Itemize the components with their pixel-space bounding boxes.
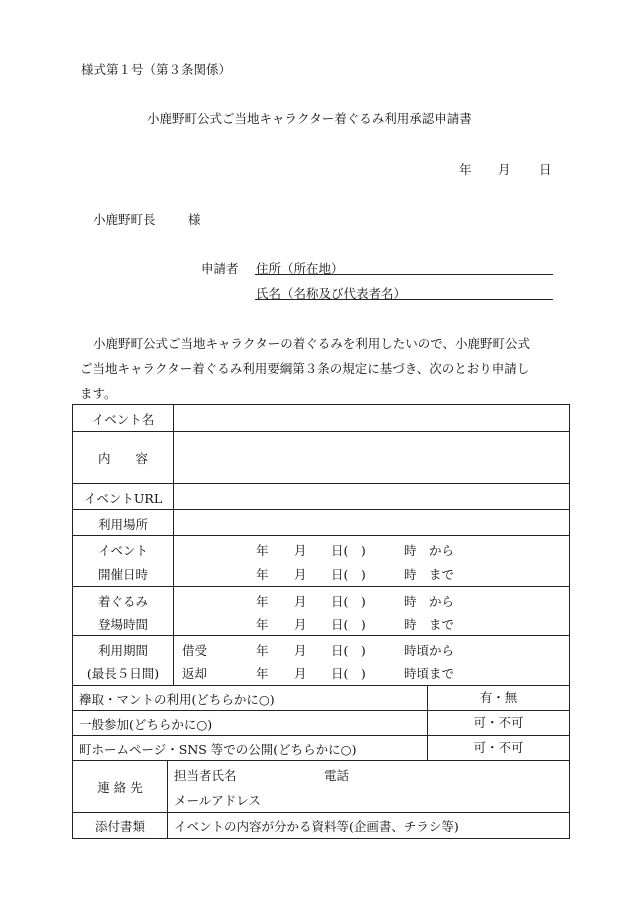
event-date-label-1: イベント (97, 543, 148, 558)
period-return-month: 月 (294, 666, 307, 681)
applicant-name-label: 氏名（名称及び代表者名） (256, 286, 407, 301)
public-participation-label: 一般参加(どちらかに○) (79, 717, 213, 732)
event-end-day: 日( ) (331, 567, 366, 582)
contact-phone-label: 電話 (324, 768, 350, 783)
applicant-address-label: 住所（所在地） (256, 261, 344, 276)
row-public-participation (73, 711, 569, 736)
attachments-value: イベントの内容が分かる資料等(企画書、チラシ等) (174, 819, 459, 834)
intro-line-1: 小鹿野町公式ご当地キャラクターの着ぐるみを利用したいので、小鹿野町公式 (93, 336, 531, 351)
intro-line-3: ます。 (80, 386, 117, 401)
web-publication-label: 町ホームページ・SNS 等での公開(どちらかに○) (79, 742, 357, 757)
event-end-until: まで (429, 567, 455, 582)
appear-start-month: 月 (294, 594, 307, 609)
date-month-label: 月 (498, 162, 511, 177)
appear-end-hour: 時 (404, 617, 417, 632)
addressee-name: 小鹿野町長 (93, 212, 156, 227)
period-borrow-day: 日( ) (331, 643, 366, 658)
event-name-field[interactable] (174, 405, 569, 431)
contact-email-label: メールアドレス (174, 793, 261, 808)
applicant-label: 申請者 (201, 261, 239, 276)
row-contact (73, 761, 569, 813)
web-publication-options[interactable]: 可・不可 (473, 740, 524, 755)
appear-start-from: から (429, 594, 455, 609)
content-field[interactable] (174, 432, 569, 483)
row-sash (73, 686, 569, 711)
row-content (73, 432, 569, 484)
event-date-field[interactable] (174, 536, 569, 586)
period-borrow-year: 年 (256, 643, 269, 658)
period-borrow-from: 時頃から (404, 643, 455, 658)
event-start-hour: 時 (404, 543, 417, 558)
event-name-label: イベント名 (91, 412, 155, 427)
contact-person-label: 担当者氏名 (174, 768, 237, 783)
event-start-year: 年 (256, 543, 269, 558)
appear-start-year: 年 (256, 594, 269, 609)
appear-end-month: 月 (294, 617, 307, 632)
period-label-2: (最長５日間) (86, 666, 160, 681)
appearance-label-1: 着ぐるみ (97, 594, 148, 609)
contact-label: 連 絡 先 (97, 780, 143, 795)
event-end-year: 年 (256, 567, 269, 582)
document-title: 小鹿野町公式ご当地キャラクター着ぐるみ利用承認申請書 (147, 111, 472, 126)
period-return-label: 返却 (182, 666, 208, 681)
sash-label: 襷取・マントの利用(どちらかに○) (79, 692, 275, 707)
row-event-date (73, 536, 569, 587)
name-underline[interactable] (255, 299, 553, 300)
addressee-honorific: 様 (188, 212, 201, 227)
date-year-label: 年 (459, 162, 472, 177)
venue-field[interactable] (174, 510, 569, 535)
venue-label: 利用場所 (97, 517, 148, 532)
appearance-label-2: 登場時間 (97, 617, 148, 632)
content-label: 内 容 (97, 451, 148, 466)
period-borrow-month: 月 (294, 643, 307, 658)
contact-field[interactable] (168, 761, 569, 812)
appear-start-day: 日( ) (331, 594, 366, 609)
period-borrow-label: 借受 (182, 643, 208, 658)
row-appearance (73, 587, 569, 636)
sash-options[interactable]: 有・無 (479, 690, 518, 705)
period-label-1: 利用期間 (97, 643, 148, 658)
event-url-field[interactable] (174, 484, 569, 509)
appear-end-until: まで (429, 617, 455, 632)
event-end-hour: 時 (404, 567, 417, 582)
appear-end-day: 日( ) (331, 617, 366, 632)
row-event-url (73, 484, 569, 510)
address-underline[interactable] (255, 274, 553, 275)
event-url-label: イベントURL (83, 491, 163, 506)
appear-end-year: 年 (256, 617, 269, 632)
event-start-from: から (429, 543, 455, 558)
date-day-label: 日 (539, 162, 552, 177)
period-return-until: 時頃まで (404, 666, 455, 681)
period-field[interactable] (174, 636, 569, 685)
row-period (73, 636, 569, 686)
period-return-year: 年 (256, 666, 269, 681)
intro-line-2: ご当地キャラクター着ぐるみ利用要綱第３条の規定に基づき、次のとおり申請し (80, 361, 530, 376)
event-end-month: 月 (294, 567, 307, 582)
row-web-publication (73, 736, 569, 761)
event-date-label-2: 開催日時 (97, 567, 148, 582)
form-number: 様式第１号（第３条関係） (81, 62, 232, 77)
event-start-month: 月 (294, 543, 307, 558)
row-venue (73, 510, 569, 536)
public-participation-options[interactable]: 可・不可 (473, 715, 524, 730)
attachments-label: 添付書類 (94, 819, 145, 834)
appear-start-hour: 時 (404, 594, 417, 609)
appearance-field[interactable] (174, 587, 569, 635)
event-start-day: 日( ) (331, 543, 366, 558)
row-event-name (73, 405, 569, 432)
period-return-day: 日( ) (331, 666, 366, 681)
application-table (72, 404, 570, 839)
row-attachments (73, 813, 569, 838)
